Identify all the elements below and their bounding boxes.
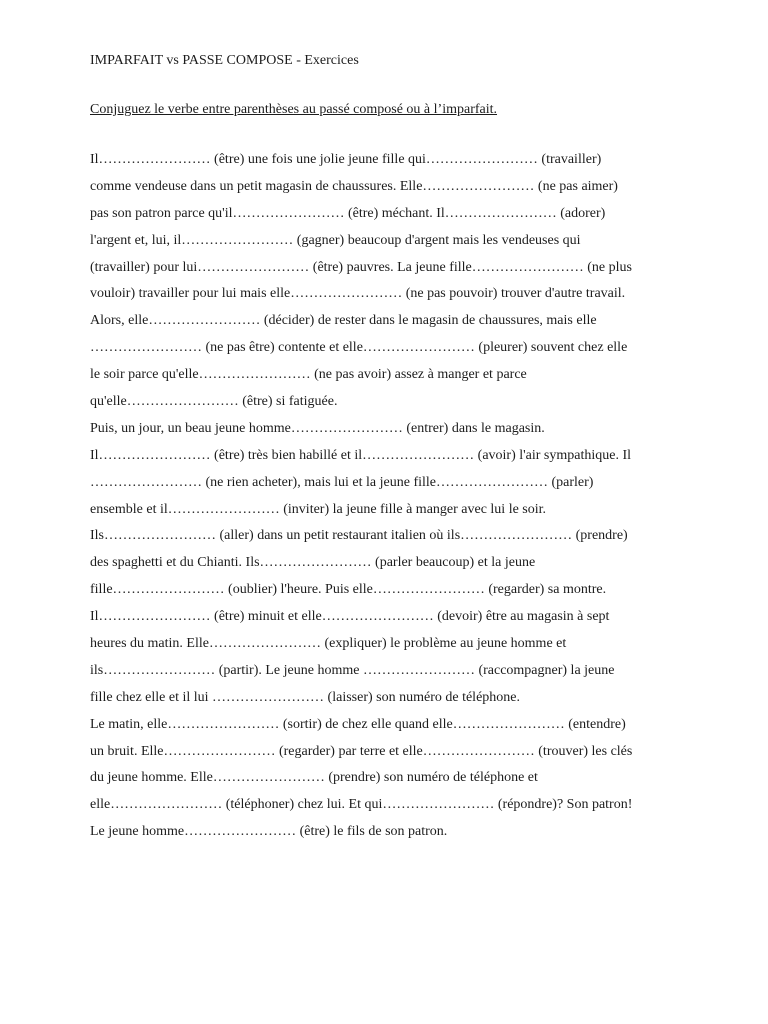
text-line: comme vendeuse dans un petit magasin de chaussures. Elle…………………… (ne pas aimer) — [90, 178, 618, 194]
text-line: elle…………………… (téléphoner) chez lui. Et qui…………………… (répondre)? Son patron! — [90, 797, 633, 813]
text-line: du jeune homme. Elle…………………… (prendre) son numéro de téléphone et — [90, 770, 538, 786]
text-line: Il…………………… (être) une fois une jolie jeune fille qui…………………… (travailler) — [90, 152, 602, 167]
text-line: …………………… (ne rien acheter), mais lui et la jeune fille…………………… (parler) — [90, 474, 594, 490]
text-line: pas son patron parce qu'il…………………… (être) méchant. Il…………………… (adorer) — [90, 205, 606, 221]
text-line: l'argent et, lui, il…………………… (gagner) beaucoup d'argent mais les vendeuses qui — [90, 232, 581, 248]
text-line: Il…………………… (être) minuit et elle…………………… (devoir) être au magasin à sept — [90, 609, 610, 625]
text-line: fille…………………… (oublier) l'heure. Puis elle…………………… (regarder) sa montre. — [90, 582, 607, 598]
exercise-instruction: Conjuguez le verbe entre parenthèses au passé composé ou à l’imparfait. — [90, 102, 498, 117]
text-line: …………………… (ne pas être) contente et elle…………………… (pleurer) souvent chez elle — [90, 340, 628, 356]
exercise-text — [90, 147, 680, 846]
text-line: Alors, elle…………………… (décider) de rester dans le magasin de chaussures, mais elle — [90, 313, 597, 329]
text-line: fille chez elle et il lui …………………… (laisser) son numéro de téléphone. — [90, 689, 520, 705]
text-line: Puis, un jour, un beau jeune homme…………………… (entrer) dans le magasin. — [90, 420, 545, 436]
text-line: Le jeune homme…………………… (être) le fils de son patron. — [90, 824, 448, 840]
text-line: ils…………………… (partir). Le jeune homme …………………… (raccompagner) la jeune — [90, 662, 615, 678]
document-title: IMPARFAIT vs PASSE COMPOSE - Exercices — [90, 53, 359, 68]
text-line: le soir parce qu'elle…………………… (ne pas avoir) assez à manger et parce — [90, 367, 527, 383]
text-line: qu'elle…………………… (être) si fatiguée. — [90, 394, 338, 410]
text-line: vouloir) travailler pour lui mais elle…………………… (ne pas pouvoir) trouver d'autre travail. — [90, 286, 626, 302]
text-line: Il…………………… (être) très bien habillé et il…………………… (avoir) l'air sympathique. Il — [90, 447, 632, 463]
text-line: (travailler) pour lui…………………… (être) pauvres. La jeune fille…………………… (ne plus — [90, 259, 632, 275]
text-line: un bruit. Elle…………………… (regarder) par terre et elle…………………… (trouver) les clés — [90, 743, 633, 759]
text-line: des spaghetti et du Chianti. Ils…………………… (parler beaucoup) et la jeune — [90, 555, 536, 571]
text-line: Ils…………………… (aller) dans un petit restaurant italien où ils…………………… (prendre) — [90, 528, 628, 544]
text-line: heures du matin. Elle…………………… (expliquer) le problème au jeune homme et — [90, 636, 567, 652]
text-line: ensemble et il…………………… (inviter) la jeune fille à manger avec lui le soir. — [90, 501, 547, 517]
text-line: Le matin, elle…………………… (sortir) de chez elle quand elle…………………… (entendre) — [90, 716, 626, 732]
